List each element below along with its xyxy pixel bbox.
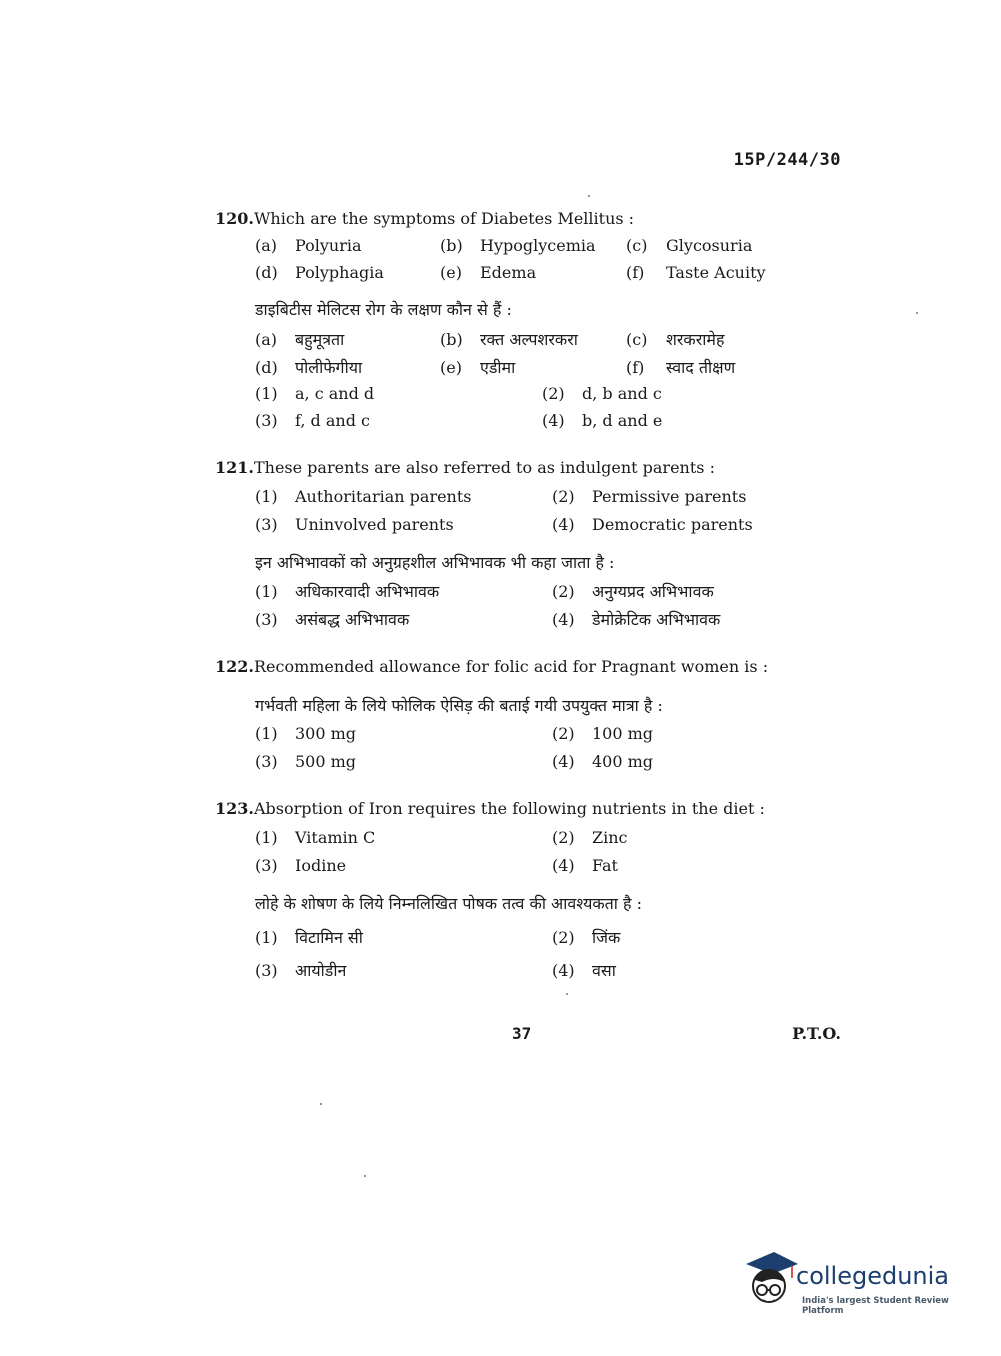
question-text: Which are the symptoms of Diabetes Mellitus :	[253, 209, 635, 228]
paper-code: 15P/244/30	[733, 150, 841, 170]
question-hindi: इन अभिभावकों को अनुग्रहशील अभिभावक भी कहा जाता है :	[255, 553, 615, 572]
answer-choice: (4) b, d and e	[542, 411, 663, 430]
answer-choice: (1) 300 mg	[255, 724, 357, 743]
answer-choice-hindi: (4) वसा	[552, 961, 616, 980]
question-122	[215, 657, 768, 676]
mascot-icon	[742, 1248, 798, 1312]
scan-speck	[566, 993, 568, 995]
option-hindi: (d) पोलीफेगीया	[255, 358, 363, 377]
question-text: Recommended allowance for folic acid for Pragnant women is :	[253, 657, 769, 676]
question-text: Absorption of Iron requires the following nutrients in the diet :	[253, 799, 765, 818]
logo-tagline: India's largest Student Review Platform	[802, 1296, 949, 1316]
scan-speck	[364, 1175, 366, 1177]
answer-choice-hindi: (2) जिंक	[552, 928, 621, 947]
question-number: 122.	[215, 657, 254, 676]
answer-choice: (3) f, d and c	[255, 411, 370, 430]
option: (d) Polyphagia	[255, 263, 384, 282]
answer-choice: (3) Iodine	[255, 856, 347, 875]
answer-choice: (4) 400 mg	[552, 752, 654, 771]
question-120	[215, 209, 634, 228]
option: (a) Polyuria	[255, 236, 362, 255]
option-hindi: (c) शरकरामेह	[626, 330, 725, 349]
answer-choice: (1) a, c and d	[255, 384, 375, 403]
logo-wordmark: collegedunia	[796, 1262, 950, 1290]
answer-choice-hindi: (4) डेमोक्रेटिक अभिभावक	[552, 610, 721, 629]
option: (e) Edema	[440, 263, 537, 282]
question-number: 121.	[215, 458, 254, 477]
question-hindi: गर्भवती महिला के लिये फोलिक ऐसिड़ की बताई गयी उपयुक्त मात्रा है :	[255, 696, 663, 715]
answer-choice: (1) Vitamin C	[255, 828, 376, 847]
option: (f) Taste Acuity	[626, 263, 766, 282]
answer-choice: (3) 500 mg	[255, 752, 357, 771]
page-number: 37	[512, 1024, 532, 1043]
option-hindi: (a) बहुमूत्रता	[255, 330, 345, 349]
option: (b) Hypoglycemia	[440, 236, 596, 255]
answer-choice: (4) Democratic parents	[552, 515, 753, 534]
answer-choice: (1) Authoritarian parents	[255, 487, 472, 506]
question-text: These parents are also referred to as indulgent parents :	[253, 458, 715, 477]
option-hindi: (f) स्वाद तीक्षण	[626, 358, 736, 377]
question-hindi: लोहे के शोषण के लिये निम्नलिखित पोषक तत्व की आवश्यकता है :	[255, 894, 642, 913]
answer-choice: (2) d, b and c	[542, 384, 662, 403]
question-123	[215, 799, 765, 818]
question-number: 120.	[215, 209, 254, 228]
answer-choice-hindi: (1) अधिकारवादी अभिभावक	[255, 582, 440, 601]
scan-speck	[320, 1103, 322, 1105]
answer-choice: (2) Zinc	[552, 828, 628, 847]
collegedunia-logo[interactable]	[742, 1248, 972, 1318]
pto-label: P.T.O.	[792, 1024, 841, 1043]
scan-speck	[588, 195, 590, 197]
option: (c) Glycosuria	[626, 236, 753, 255]
question-hindi: डाइबिटीस मेलिटस रोग के लक्षण कौन से हैं :	[255, 300, 512, 319]
answer-choice-hindi: (2) अनुग्यप्रद अभिभावक	[552, 582, 714, 601]
question-121	[215, 458, 715, 477]
answer-choice: (2) Permissive parents	[552, 487, 747, 506]
answer-choice-hindi: (3) आयोडीन	[255, 961, 347, 980]
answer-choice: (4) Fat	[552, 856, 618, 875]
answer-choice-hindi: (1) विटामिन सी	[255, 928, 363, 947]
answer-choice: (2) 100 mg	[552, 724, 654, 743]
answer-choice: (3) Uninvolved parents	[255, 515, 454, 534]
answer-choice-hindi: (3) असंबद्ध अभिभावक	[255, 610, 410, 629]
option-hindi: (b) रक्त अल्पशरकरा	[440, 330, 578, 349]
scan-speck	[916, 312, 918, 314]
option-hindi: (e) एडीमा	[440, 358, 516, 377]
question-number: 123.	[215, 799, 254, 818]
